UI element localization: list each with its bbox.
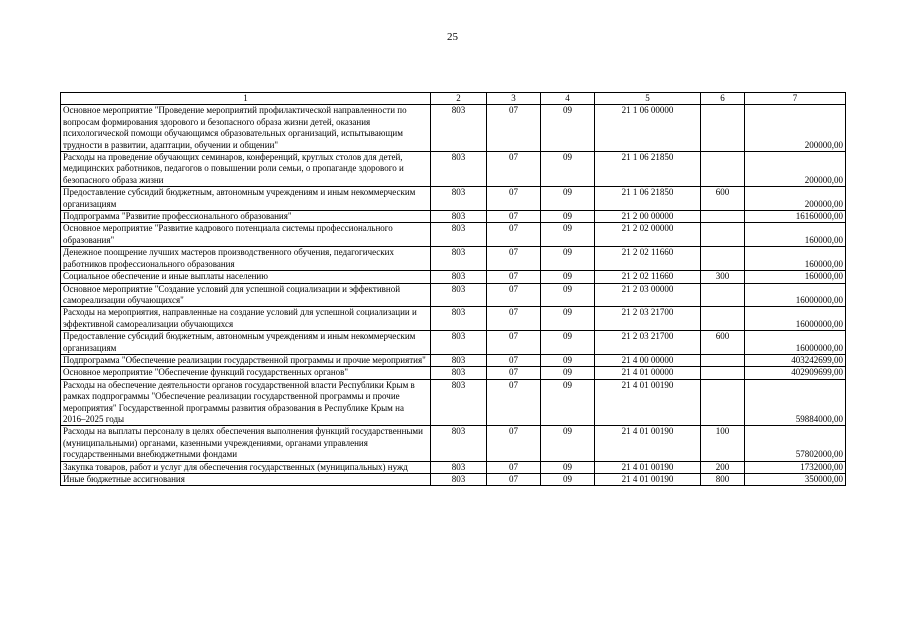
- ministry-code-cell: 803: [431, 187, 487, 211]
- expense-type-cell: [701, 367, 745, 379]
- ministry-code-cell: 803: [431, 283, 487, 307]
- target-article-cell: 21 4 01 00190: [595, 379, 701, 426]
- expense-type-cell: [701, 105, 745, 152]
- header-cell: 7: [745, 93, 846, 105]
- row-name-cell: Расходы на проведение обучающих семинаров, конференций, круглых столов для детей, медицинских работников, педагогов о повышении роли семьи, о пропаганде здорового и безопасного образа жизни: [61, 152, 431, 187]
- amount-cell: 16000000,00: [745, 283, 846, 307]
- table-row: [61, 474, 846, 486]
- table-header-row: [61, 93, 846, 105]
- table-row: [61, 331, 846, 355]
- row-name-cell: Закупка товаров, работ и услуг для обеспечения государственных (муниципальных) нужд: [61, 461, 431, 473]
- subsection-code-cell: 09: [541, 223, 595, 247]
- row-name-cell: Основное мероприятие "Обеспечение функций государственных органов": [61, 367, 431, 379]
- subsection-code-cell: 09: [541, 247, 595, 271]
- target-article-cell: 21 4 01 00190: [595, 461, 701, 473]
- amount-cell: 57802000,00: [745, 426, 846, 461]
- section-code-cell: 07: [487, 474, 541, 486]
- ministry-code-cell: 803: [431, 474, 487, 486]
- subsection-code-cell: 09: [541, 283, 595, 307]
- header-cell: 2: [431, 93, 487, 105]
- subsection-code-cell: 09: [541, 105, 595, 152]
- table-row: [61, 461, 846, 473]
- target-article-cell: 21 4 01 00190: [595, 474, 701, 486]
- target-article-cell: 21 4 01 00190: [595, 426, 701, 461]
- table-row: [61, 247, 846, 271]
- amount-cell: 1732000,00: [745, 461, 846, 473]
- amount-cell: 403242699,00: [745, 354, 846, 366]
- expense-type-cell: 600: [701, 187, 745, 211]
- ministry-code-cell: 803: [431, 461, 487, 473]
- amount-cell: 59884000,00: [745, 379, 846, 426]
- target-article-cell: 21 2 02 00000: [595, 223, 701, 247]
- target-article-cell: 21 1 06 21850: [595, 187, 701, 211]
- row-name-cell: Предоставление субсидий бюджетным, автономным учреждениям и иным некоммерческим организациям: [61, 187, 431, 211]
- table-row: [61, 105, 846, 152]
- amount-cell: 200000,00: [745, 152, 846, 187]
- section-code-cell: 07: [487, 223, 541, 247]
- ministry-code-cell: 803: [431, 354, 487, 366]
- section-code-cell: 07: [487, 354, 541, 366]
- expense-type-cell: 300: [701, 271, 745, 283]
- row-name-cell: Подпрограмма "Развитие профессионального образования": [61, 211, 431, 223]
- table-body: [61, 105, 846, 486]
- table-row: [61, 211, 846, 223]
- ministry-code-cell: 803: [431, 379, 487, 426]
- section-code-cell: 07: [487, 187, 541, 211]
- amount-cell: 402909699,00: [745, 367, 846, 379]
- ministry-code-cell: 803: [431, 105, 487, 152]
- row-name-cell: Основное мероприятие "Проведение мероприятий профилактической направленности по вопросам формирования здорового и безопасного образа жизни детей, оказания психологической помощи обучающимся образовательных организаций, испытывающим трудности в развитии, адаптации, обучении и общении": [61, 105, 431, 152]
- target-article-cell: 21 1 06 21850: [595, 152, 701, 187]
- table-row: [61, 307, 846, 331]
- page-number: 25: [447, 31, 458, 43]
- budget-table: [60, 92, 846, 486]
- row-name-cell: Расходы на выплаты персоналу в целях обеспечения выполнения функций государственными (муниципальными) органами, казенными учреждениями, органами управления государственными внебюджетными фондами: [61, 426, 431, 461]
- header-cell: 6: [701, 93, 745, 105]
- table-row: [61, 379, 846, 426]
- expense-type-cell: [701, 354, 745, 366]
- ministry-code-cell: 803: [431, 426, 487, 461]
- row-name-cell: Основное мероприятие "Развитие кадрового потенциала системы профессионального образования": [61, 223, 431, 247]
- section-code-cell: 07: [487, 367, 541, 379]
- section-code-cell: 07: [487, 307, 541, 331]
- target-article-cell: 21 4 00 00000: [595, 354, 701, 366]
- row-name-cell: Расходы на мероприятия, направленные на создание условий для успешной социализации и эффективной самореализации обучающихся: [61, 307, 431, 331]
- section-code-cell: 07: [487, 461, 541, 473]
- target-article-cell: 21 2 00 00000: [595, 211, 701, 223]
- amount-cell: 16000000,00: [745, 331, 846, 355]
- expense-type-cell: 600: [701, 331, 745, 355]
- row-name-cell: Предоставление субсидий бюджетным, автономным учреждениям и иным некоммерческим организациям: [61, 331, 431, 355]
- table-row: [61, 223, 846, 247]
- subsection-code-cell: 09: [541, 187, 595, 211]
- table-row: [61, 426, 846, 461]
- subsection-code-cell: 09: [541, 211, 595, 223]
- section-code-cell: 07: [487, 211, 541, 223]
- amount-cell: 350000,00: [745, 474, 846, 486]
- expense-type-cell: [701, 283, 745, 307]
- amount-cell: 16000000,00: [745, 307, 846, 331]
- ministry-code-cell: 803: [431, 247, 487, 271]
- subsection-code-cell: 09: [541, 474, 595, 486]
- amount-cell: 200000,00: [745, 187, 846, 211]
- amount-cell: 160000,00: [745, 223, 846, 247]
- ministry-code-cell: 803: [431, 211, 487, 223]
- table-row: [61, 354, 846, 366]
- section-code-cell: 07: [487, 247, 541, 271]
- expense-type-cell: [701, 152, 745, 187]
- row-name-cell: Расходы на обеспечение деятельности органов государственной власти Республики Крым в рамках подпрограммы "Обеспечение реализации государственной программы и прочие мероприятия" Государственной программы развития образования в Республике Крым на 2016–2025 годы: [61, 379, 431, 426]
- subsection-code-cell: 09: [541, 152, 595, 187]
- expense-type-cell: [701, 379, 745, 426]
- ministry-code-cell: 803: [431, 331, 487, 355]
- header-cell: 4: [541, 93, 595, 105]
- row-name-cell: Социальное обеспечение и иные выплаты населению: [61, 271, 431, 283]
- subsection-code-cell: 09: [541, 461, 595, 473]
- section-code-cell: 07: [487, 331, 541, 355]
- section-code-cell: 07: [487, 379, 541, 426]
- subsection-code-cell: 09: [541, 331, 595, 355]
- ministry-code-cell: 803: [431, 152, 487, 187]
- header-cell: 5: [595, 93, 701, 105]
- subsection-code-cell: 09: [541, 426, 595, 461]
- row-name-cell: Денежное поощрение лучших мастеров производственного обучения, педагогических работников профессионального образования: [61, 247, 431, 271]
- ministry-code-cell: 803: [431, 307, 487, 331]
- table-row: [61, 367, 846, 379]
- table-row: [61, 283, 846, 307]
- section-code-cell: 07: [487, 283, 541, 307]
- row-name-cell: Подпрограмма "Обеспечение реализации государственной программы и прочие мероприятия": [61, 354, 431, 366]
- amount-cell: 16160000,00: [745, 211, 846, 223]
- expense-type-cell: [701, 223, 745, 247]
- subsection-code-cell: 09: [541, 354, 595, 366]
- ministry-code-cell: 803: [431, 271, 487, 283]
- expense-type-cell: [701, 247, 745, 271]
- subsection-code-cell: 09: [541, 379, 595, 426]
- amount-cell: 160000,00: [745, 271, 846, 283]
- section-code-cell: 07: [487, 271, 541, 283]
- row-name-cell: Иные бюджетные ассигнования: [61, 474, 431, 486]
- section-code-cell: 07: [487, 105, 541, 152]
- subsection-code-cell: 09: [541, 307, 595, 331]
- expense-type-cell: 800: [701, 474, 745, 486]
- expense-type-cell: [701, 211, 745, 223]
- table-row: [61, 152, 846, 187]
- table-row: [61, 271, 846, 283]
- table-row: [61, 187, 846, 211]
- header-cell: 3: [487, 93, 541, 105]
- subsection-code-cell: 09: [541, 367, 595, 379]
- ministry-code-cell: 803: [431, 223, 487, 247]
- amount-cell: 160000,00: [745, 247, 846, 271]
- section-code-cell: 07: [487, 426, 541, 461]
- expense-type-cell: 100: [701, 426, 745, 461]
- target-article-cell: 21 2 03 00000: [595, 283, 701, 307]
- target-article-cell: 21 1 06 00000: [595, 105, 701, 152]
- amount-cell: 200000,00: [745, 105, 846, 152]
- target-article-cell: 21 4 01 00000: [595, 367, 701, 379]
- section-code-cell: 07: [487, 152, 541, 187]
- target-article-cell: 21 2 02 11660: [595, 247, 701, 271]
- row-name-cell: Основное мероприятие "Создание условий для успешной социализации и эффективной самореализации обучающихся": [61, 283, 431, 307]
- target-article-cell: 21 2 03 21700: [595, 331, 701, 355]
- expense-type-cell: [701, 307, 745, 331]
- expense-type-cell: 200: [701, 461, 745, 473]
- ministry-code-cell: 803: [431, 367, 487, 379]
- subsection-code-cell: 09: [541, 271, 595, 283]
- target-article-cell: 21 2 02 11660: [595, 271, 701, 283]
- target-article-cell: 21 2 03 21700: [595, 307, 701, 331]
- header-cell: 1: [61, 93, 431, 105]
